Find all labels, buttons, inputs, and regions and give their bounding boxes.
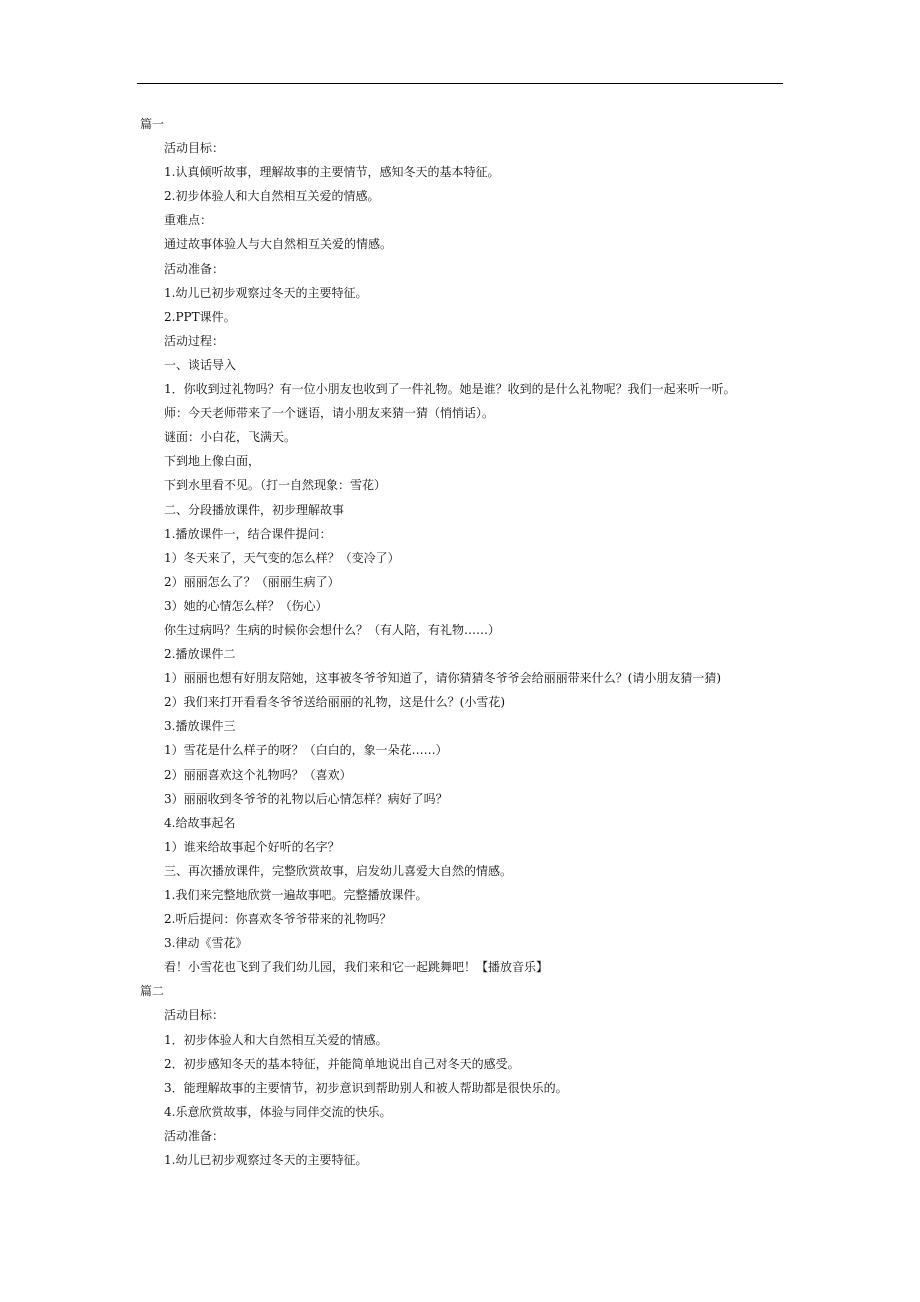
text-line: 1）冬天来了，天气变的怎么样？（变冷了） [164, 550, 400, 565]
text-line: 3.播放课件三 [164, 719, 236, 734]
section-heading: 篇一 [140, 117, 165, 131]
text-line: 3）她的心情怎么样？（伤心） [164, 598, 328, 613]
text-line: 活动目标： [164, 1008, 225, 1023]
text-line: 3．能理解故事的主要情节，初步意识到帮助别人和被人帮助都是很快乐的。 [164, 1080, 568, 1095]
text-line: 一、谈话导入 [164, 357, 237, 372]
text-line: 1.认真倾听故事，理解故事的主要情节，感知冬天的基本特征。 [164, 165, 500, 180]
text-line: 1）谁来给故事起个好听的名字？ [164, 839, 340, 854]
text-line: 1.我们来完整地欣赏一遍故事吧。完整播放课件。 [164, 888, 428, 902]
text-line: 通过故事体验人与大自然相互关爱的情感。 [164, 237, 393, 252]
text-line: 活动准备： [164, 261, 225, 276]
text-line: 1.播放课件一，结合课件提问： [164, 526, 332, 541]
text-line: 3）丽丽收到冬爷爷的礼物以后心情怎样？病好了吗？ [164, 791, 448, 806]
text-line: 下到地上像白面， [164, 454, 261, 469]
text-line: 2）我们来打开看看冬爷爷送给丽丽的礼物，这是什么？(小雪花) [164, 695, 506, 710]
text-line: 1）丽丽也想有好朋友陪她，这事被冬爷爷知道了，请你猜猜冬爷爷会给丽丽带来什么？(请小朋友猜一猜) [164, 671, 722, 686]
text-line: 4.给故事起名 [164, 815, 236, 830]
document-body [0, 112, 920, 1172]
text-line: 3.律动《雪花》 [164, 936, 248, 951]
text-line: 你生过病吗？生病的时候你会想什么？（有人陪，有礼物……） [164, 622, 501, 637]
text-line: 师：今天老师带来了一个谜语，请小朋友来猜一猜（悄悄话）。 [164, 406, 495, 421]
text-line: 4.乐意欣赏故事，体验与同伴交流的快乐。 [164, 1104, 392, 1119]
text-line: 二、分段播放课件，初步理解故事 [164, 502, 345, 517]
text-line: 下到水里看不见。（打一自然现象：雪花） [164, 478, 387, 493]
section-heading: 篇二 [140, 984, 165, 999]
text-line: 2.播放课件二 [164, 647, 236, 662]
text-line: 重难点： [164, 213, 213, 228]
text-line: 2）丽丽怎么了？（丽丽生病了） [164, 574, 340, 589]
text-line: 活动准备： [164, 1128, 225, 1143]
text-line: 谜面：小白花，飞满天。 [164, 430, 297, 445]
text-line: 活动过程： [164, 333, 225, 348]
text-line: 2.PPT课件。 [164, 309, 236, 324]
text-line: 活动目标： [164, 141, 225, 156]
text-line: 2.初步体验人和大自然相互关爱的情感。 [164, 189, 380, 204]
text-line: 2.听后提问：你喜欢冬爷爷带来的礼物吗？ [164, 912, 392, 927]
text-line: 1.幼儿已初步观察过冬天的主要特征。 [164, 285, 368, 300]
text-line: 三、再次播放课件，完整欣赏故事，启发幼儿喜爱大自然的情感。 [164, 863, 513, 878]
text-line: 1）雪花是什么样子的呀？（白白的，象一朵花……） [164, 743, 448, 758]
text-line: 1．你收到过礼物吗？有一位小朋友也收到了一件礼物。她是谁？收到的是什么礼物呢？我们一起来听一听。 [164, 382, 736, 397]
text-line: 2）丽丽喜欢这个礼物吗？（喜欢） [164, 767, 352, 782]
text-line: 2．初步感知冬天的基本特征，并能简单地说出自己对冬天的感受。 [164, 1056, 520, 1071]
text-line: 看！小雪花也飞到了我们幼儿园，我们来和它一起跳舞吧！【播放音乐】 [164, 960, 549, 975]
text-line: 1.幼儿已初步观察过冬天的主要特征。 [164, 1153, 368, 1168]
header-rule [137, 83, 783, 84]
text-line: 1．初步体验人和大自然相互关爱的情感。 [164, 1032, 388, 1047]
